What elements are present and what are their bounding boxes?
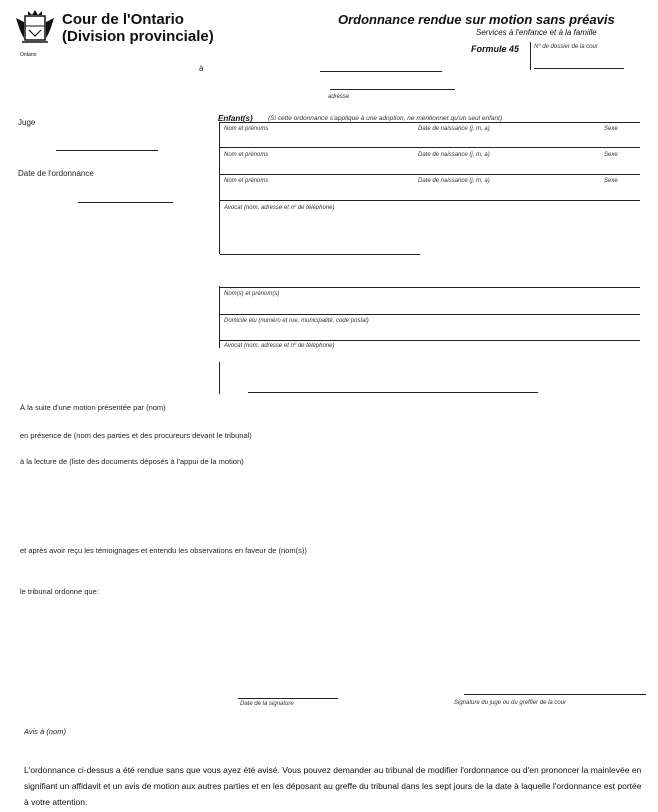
address-label: adresse: [328, 94, 350, 100]
file-number-field[interactable]: [534, 68, 624, 69]
child2-sex-label: Sexe: [604, 152, 618, 158]
child3-sex-label: Sexe: [604, 178, 618, 184]
court-division: (Division provinciale): [62, 28, 214, 45]
child3-dob-label: Date de naissance (j, m, a): [418, 178, 490, 184]
form-number: Formule 45: [471, 44, 520, 54]
notice-text: L'ordonnance ci-dessus a été rendue sans que vous ayez été avisé. Vous pouvez demander au tribunal de modifier l'ordonnance ou d'en prononcer la mainlevée en signifiant un affidavit et un avis de motion aux autres parties et en les déposant au greffe du tribunal dans les sept jours de la date à laquelle l'ordonnance est portée à votre attention.: [24, 765, 642, 807]
form-title: Ordonnance rendue sur motion sans préavis: [338, 12, 615, 27]
notice-to-label: Avis à (nom): [24, 727, 66, 736]
party-names-label: Nom(s) et prénom(s): [224, 291, 280, 297]
party-names-field[interactable]: [220, 314, 640, 315]
lecture-line: à la lecture de (liste des documents déposés à l'appui de la motion): [20, 457, 244, 466]
location-field[interactable]: [320, 71, 442, 72]
judge-field[interactable]: [56, 150, 158, 151]
signature-label: Signature du juge ou du greffier de la cour: [454, 700, 567, 706]
party-lawyer-label: Avocat (nom, adresse et nº de téléphone): [224, 343, 335, 349]
presence-line: en présence de (nom des parties et des procureurs devant le tribunal): [20, 431, 252, 440]
child3-field[interactable]: [220, 200, 640, 201]
children-lawyer-field[interactable]: [220, 254, 420, 255]
party-domicile-label: Domicile élu (numéro et rue, municipalité, code postal): [224, 318, 369, 324]
children-lawyer-label: Avocat (nom, adresse et nº de téléphone): [224, 205, 335, 211]
child2-field[interactable]: [220, 174, 640, 175]
testimony-line: et après avoir reçu les témoignages et entendu les observations en faveur de (nom(s)): [20, 546, 307, 555]
motion-line: À la suite d'une motion présentée par (nom): [20, 403, 166, 412]
signature-date-label: Date de la signature: [240, 701, 294, 707]
address-field[interactable]: [330, 89, 455, 90]
order-date-field[interactable]: [78, 202, 173, 203]
crest-caption: Ontario: [20, 52, 37, 58]
party-lawyer-field[interactable]: [248, 392, 538, 393]
child1-name-label: Nom et prénoms: [224, 126, 269, 132]
children-note: (Si cette ordonnance s'applique à une adoption, ne mentionner qu'un seul enfant): [268, 115, 503, 122]
file-number-label: Nº de dossier de la cour: [534, 44, 598, 50]
judge-label: Juge: [18, 118, 36, 127]
a-label: à: [199, 64, 204, 73]
ontario-crest-icon: [14, 8, 56, 52]
order-date-label: Date de l'ordonnance: [18, 169, 94, 178]
child1-sex-label: Sexe: [604, 126, 618, 132]
signature-date-field[interactable]: [238, 698, 338, 699]
form-subtitle: Services à l'enfance et à la famille: [476, 28, 597, 37]
child1-field[interactable]: [220, 147, 640, 148]
child2-dob-label: Date de naissance (j, m, a): [418, 152, 490, 158]
child3-name-label: Nom et prénoms: [224, 178, 269, 184]
party-domicile-field[interactable]: [220, 340, 640, 341]
court-name: Cour de l'Ontario: [62, 11, 184, 28]
court-orders-line: le tribunal ordonne que:: [20, 587, 99, 596]
child2-name-label: Nom et prénoms: [224, 152, 269, 158]
signature-field[interactable]: [464, 694, 646, 695]
child1-dob-label: Date de naissance (j, m, a): [418, 126, 490, 132]
children-heading: Enfant(s): [218, 114, 253, 123]
